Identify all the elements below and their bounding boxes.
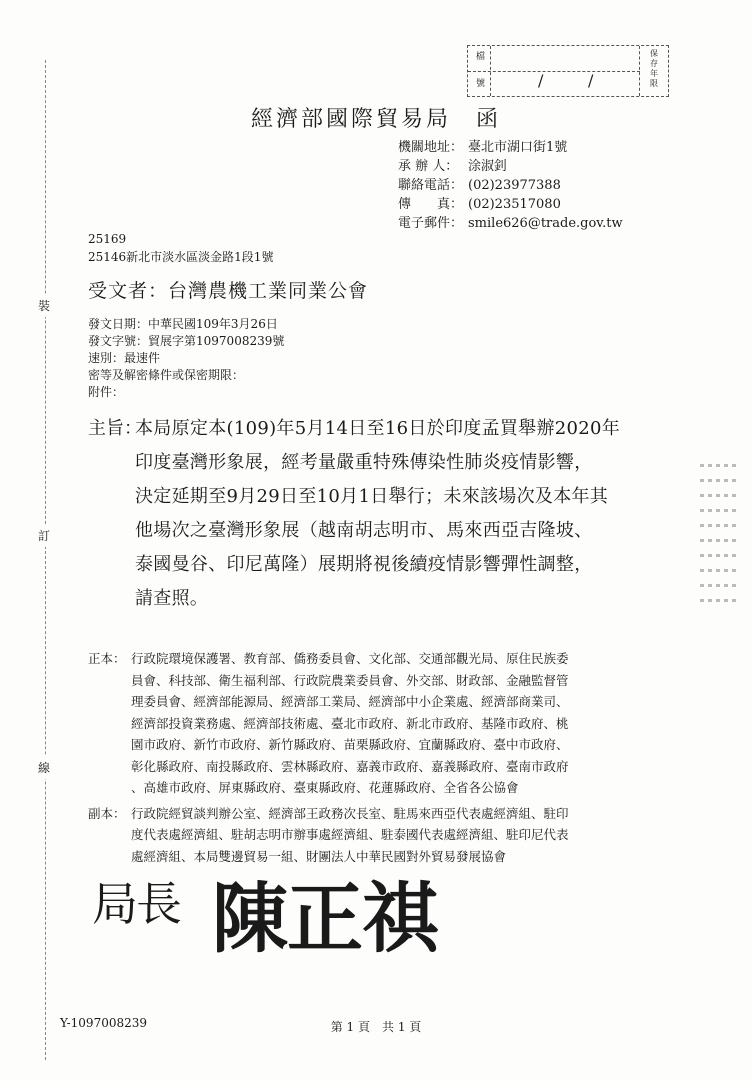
subject-line: 決定延期至9月29日至10月1日舉行；未來該場次及本年其: [135, 486, 609, 507]
margin-dot-marks: [700, 452, 740, 662]
recipient-name: 台灣農機工業同業公會: [168, 280, 369, 302]
mailing-address: [88, 230, 273, 266]
primary-line: 經濟部投資業務處、經濟部技術處、臺北市政府、新北市政府、基隆市政府、桃: [131, 715, 569, 731]
document-meta: [88, 316, 284, 401]
meta-urgency: 速別：最速件: [88, 351, 161, 365]
subject-body: [135, 412, 690, 616]
retention-label: 保存年限: [650, 49, 658, 88]
subject-line: 本局原定本(109)年5月14日至16日於印度孟買舉辦2020年: [135, 418, 621, 439]
copy-line: 行政院經貿談判辦公室、經濟部王政務次長室、駐馬來西亞代表處經濟組、駐印: [131, 805, 569, 821]
primary-line: 員會、科技部、衛生福利部、行政院農業委員會、外交部、財政部、金融監督管: [131, 672, 569, 688]
agency-info: [398, 138, 623, 233]
subject-line: 請查照。: [135, 588, 209, 609]
page-info: 第 1 頁 共 1 頁: [330, 1020, 422, 1034]
copy-line: 處經濟組、本局雙邊貿易一組、財團法人中華民國對外貿易發展協會: [131, 848, 507, 864]
primary-recipients: [88, 648, 678, 799]
primary-label: 正本：: [88, 651, 126, 666]
filing-box: [467, 45, 669, 97]
info-contact-person: 承 辦 人： 涂淑釗: [398, 159, 508, 174]
primary-line: 行政院環境保護署、教育部、僑務委員會、文化部、交通部觀光局、原住民族委: [131, 651, 569, 666]
recipient: [88, 276, 368, 303]
binding-char-xian: 線: [38, 756, 50, 779]
primary-line: 園市政府、新竹市政府、新竹縣政府、苗栗縣政府、宜蘭縣政府、臺中市政府、: [131, 737, 569, 752]
postal-code: 25169: [88, 232, 127, 246]
info-fax: 傳 真： (02)23517080: [398, 197, 561, 212]
subject-label: 主旨：: [88, 418, 142, 439]
primary-line: 彰化縣政府、南投縣政府、雲林縣政府、嘉義市政府、嘉義縣政府、臺南市政府: [131, 758, 569, 774]
binding-char-ding: 訂: [38, 524, 50, 547]
primary-line: 、高雄市政府、屏東縣政府、臺東縣政府、花蓮縣政府、全省各公協會: [131, 780, 519, 795]
info-email: 電子郵件： smile626@trade.gov.tw: [398, 216, 623, 231]
meta-date: 發文日期：中華民國109年3月26日: [88, 317, 278, 331]
binding-line: [45, 60, 46, 1060]
meta-attachment: 附件：: [88, 385, 125, 399]
info-address: 機關地址： 臺北市湖口街1號: [398, 140, 568, 155]
copy-label: 副本：: [88, 805, 126, 821]
distribution-list: [88, 648, 678, 867]
primary-line: 理委員會、經濟部能源局、經濟部工業局、經濟部中小企業處、經濟部商業司、: [131, 694, 569, 709]
signature-title: 局長: [92, 877, 180, 931]
number-label: 號: [476, 79, 486, 89]
filing-slash-2: /: [588, 71, 594, 90]
meta-doc-number: 發文字號：貿展字第1097008239號: [88, 334, 285, 348]
file-label: 檔: [476, 52, 486, 62]
copy-line: 度代表處經濟組、駐胡志明市辦事處經濟組、駐泰國代表處經濟組、駐印尼代表: [131, 827, 569, 842]
recipient-label: 受文者：: [88, 280, 169, 302]
document-title: 經濟部國際貿易局 函: [250, 107, 501, 132]
binding-char-zhuang: 裝: [38, 294, 50, 317]
doc-code: Y-1097008239: [60, 1016, 148, 1030]
signature-name: 陳正祺: [212, 874, 437, 963]
filing-slash-1: /: [538, 71, 544, 90]
subject-line: 印度臺灣形象展，經考量嚴重特殊傳染性肺炎疫情影響，: [135, 452, 593, 473]
meta-classification: 密等及解密條件或保密期限：: [88, 368, 245, 382]
recipient-address: 25146新北市淡水區淡金路1段1號: [88, 250, 274, 264]
subject-line: 他場次之臺灣形象展（越南胡志明市、馬來西亞吉隆坡、: [135, 520, 593, 541]
subject: [88, 412, 688, 609]
subject-line: 泰國曼谷、印尼萬隆）展期將視後續疫情影響彈性調整，: [135, 554, 593, 575]
info-phone: 聯絡電話： (02)23977388: [398, 178, 561, 193]
